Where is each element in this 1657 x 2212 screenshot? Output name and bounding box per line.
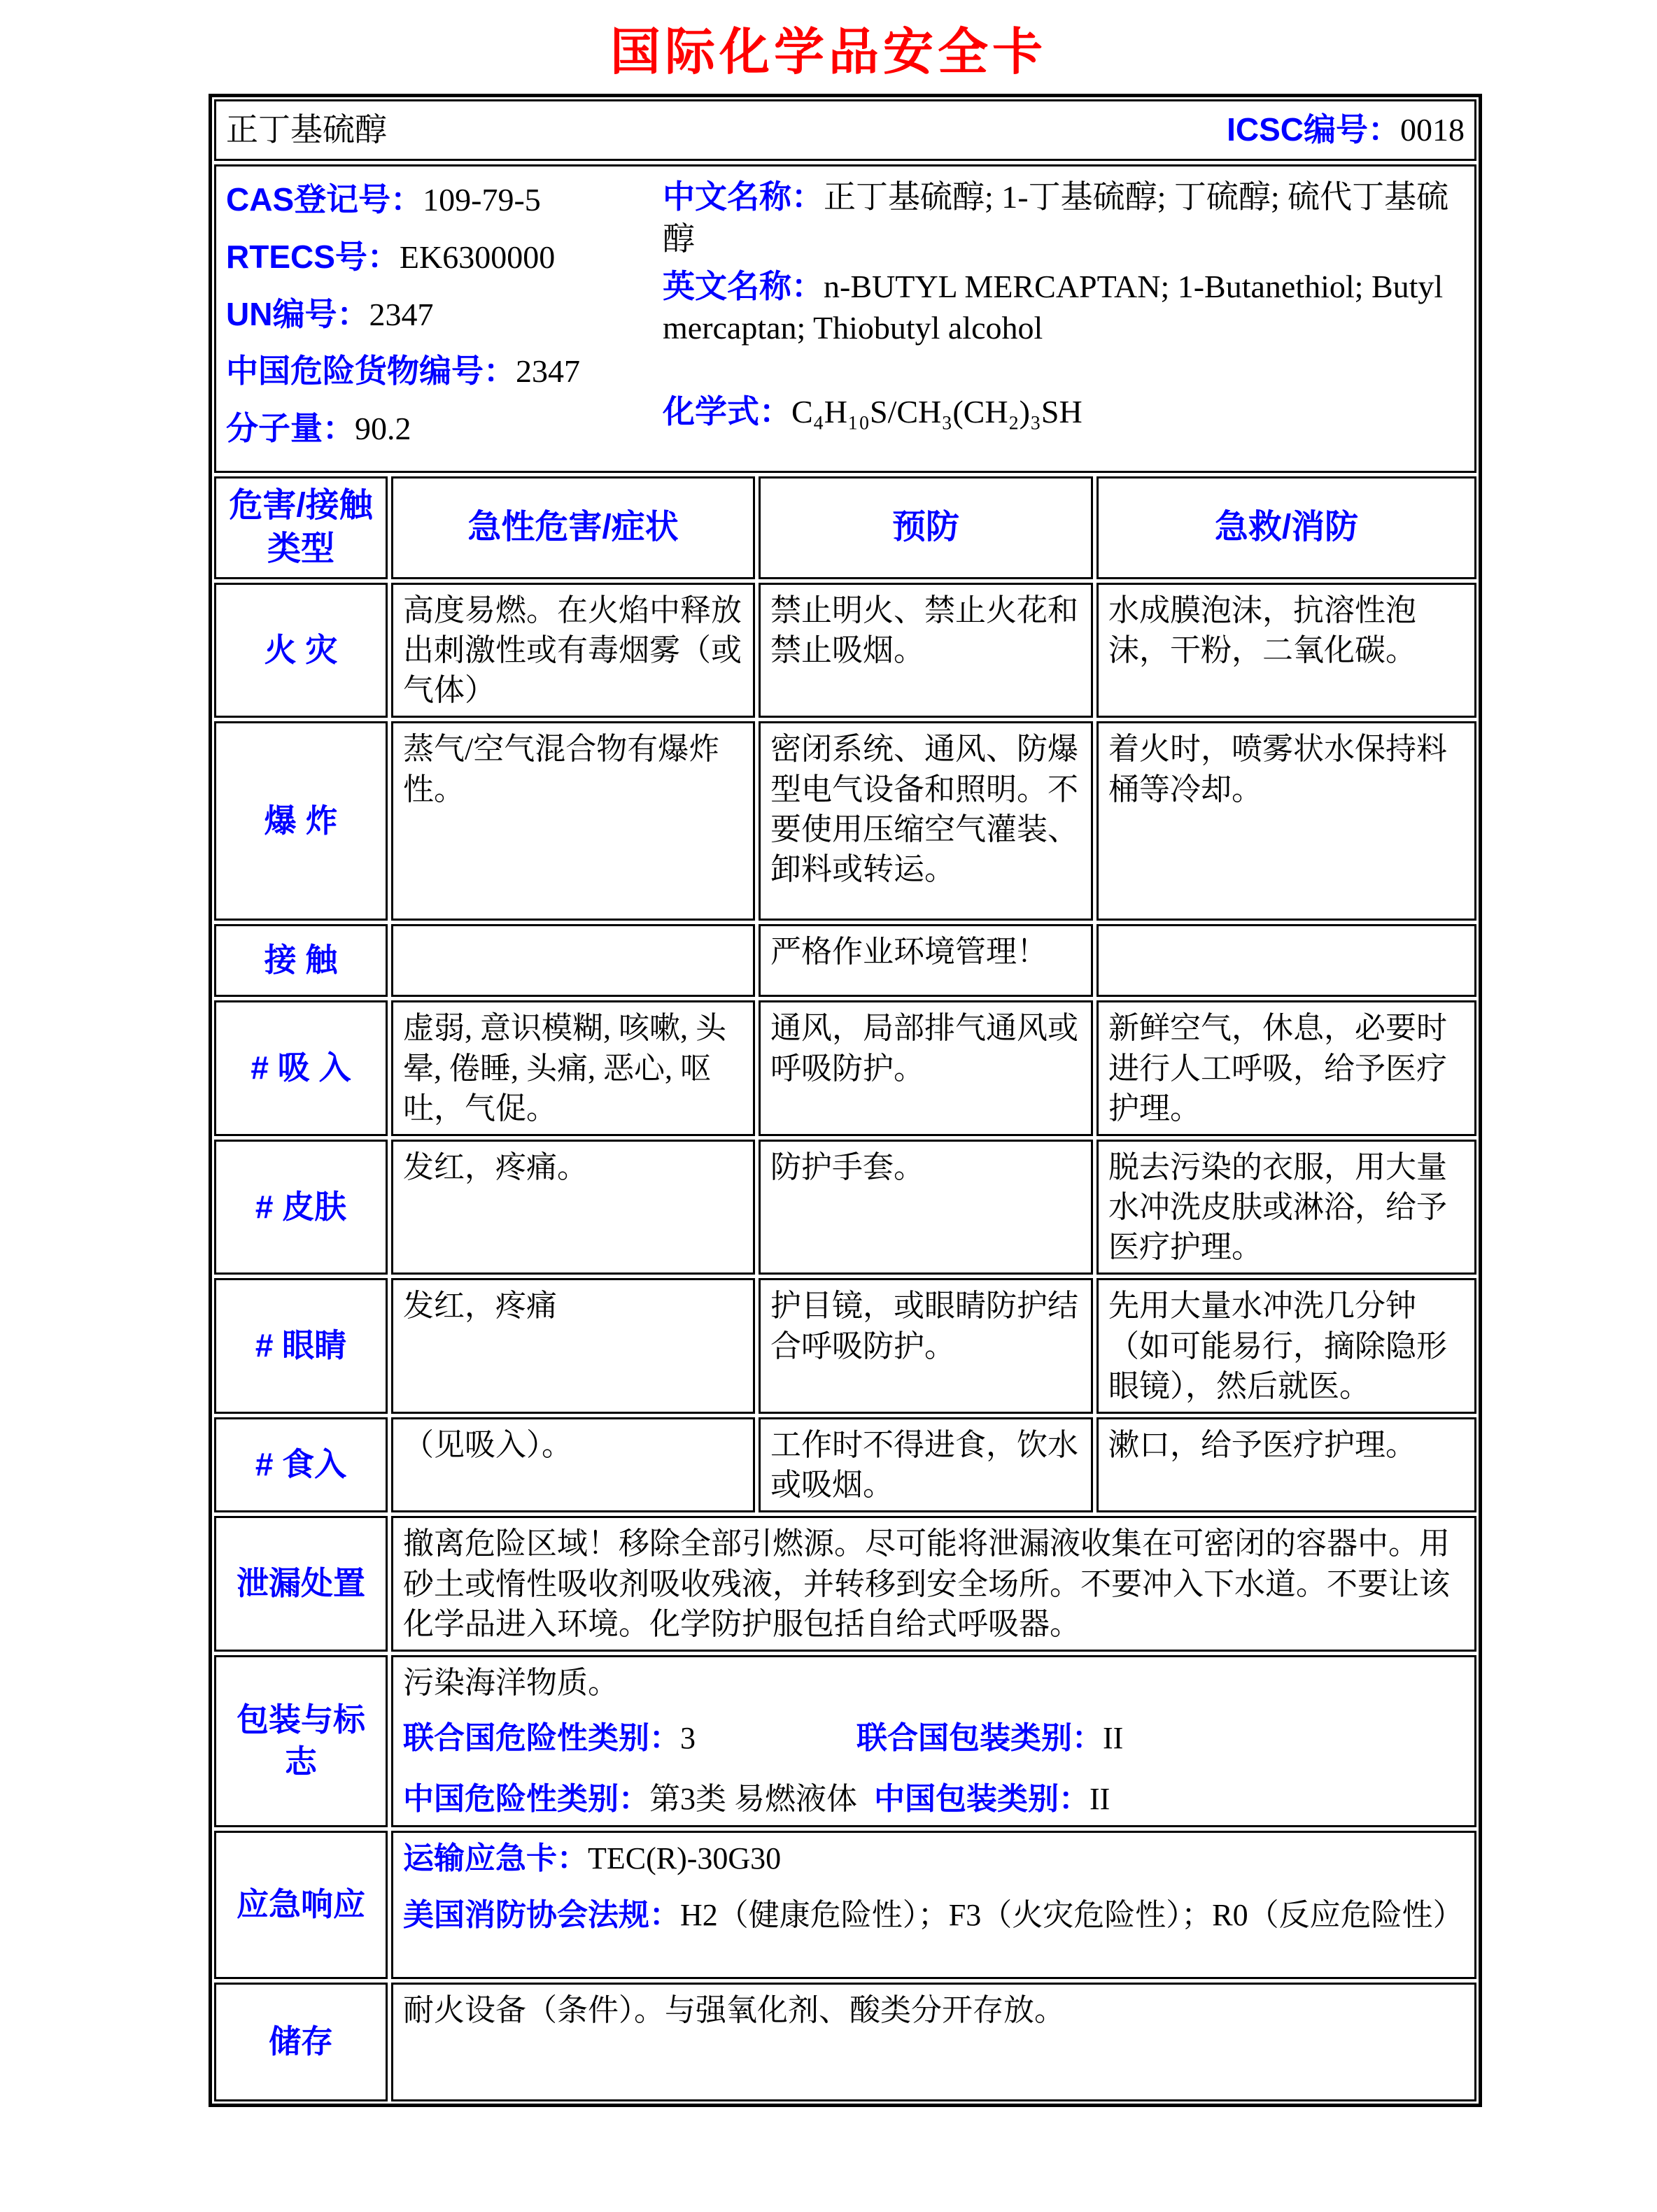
en-names-label: 英文名称： (663, 267, 824, 304)
header-symptoms: 急性危害/症状 (391, 476, 755, 579)
nfpa-value: H2（健康危险性）；F3（火灾危险性）；R0（反应危险性） (680, 1897, 1464, 1932)
registry-block (226, 172, 646, 465)
english-names (663, 266, 1465, 350)
table-header-row (214, 476, 1476, 579)
un-value: 2347 (369, 296, 434, 332)
header-first-aid: 急救/消防 (1097, 476, 1476, 579)
cas-number (226, 179, 646, 221)
storage-text-cell: 耐火设备（条件）。与强氧化剂、酸类分开存放。 (391, 1983, 1476, 2101)
cn-names-label: 中文名称： (663, 178, 824, 215)
un-number (226, 294, 646, 336)
section-label-cell: 储存 (214, 1983, 388, 2101)
formula-label: 化学式： (663, 393, 791, 430)
cn-hazard-class-label: 中国危险性类别： (403, 1782, 649, 1817)
row-skin (214, 1140, 1476, 1275)
row-packaging (214, 1655, 1476, 1827)
marine-pollutant-note: 污染海洋物质。 (403, 1665, 619, 1700)
first-aid-cell: 新鲜空气，休息，必要时进行人工呼吸，给予医疗护理。 (1097, 1000, 1476, 1136)
formula-value: C₄H₁₀S/CH₃(CH₂)₃SH (791, 394, 1083, 430)
row-contact (214, 924, 1476, 997)
hazard-type-cell: 火 灾 (214, 583, 388, 718)
hazard-type-cell: # 眼睛 (214, 1278, 388, 1414)
nfpa-line (403, 1895, 1465, 1935)
symptoms-cell: 发红，疼痛。 (391, 1140, 755, 1275)
cn-dg-value: 2347 (516, 353, 580, 390)
cn-dangerous-goods-number (226, 350, 646, 392)
rtecs-label: RTECS号： (226, 238, 400, 275)
cn-pack-group-value: II (1090, 1782, 1110, 1817)
prevention-cell: 工作时不得进食，饮水或吸烟。 (759, 1417, 1093, 1512)
cn-classification-line (403, 1779, 1465, 1819)
prevention-cell: 密闭系统、通风、防爆型电气设备和照明。不要使用压缩空气灌装、卸料或转运。 (759, 721, 1093, 921)
row-eyes (214, 1278, 1476, 1414)
symptoms-cell: （见吸入）。 (391, 1417, 755, 1512)
row-emergency (214, 1831, 1476, 1979)
header-hazard-type: 危害/接触类型 (214, 476, 388, 579)
symptoms-cell (391, 924, 755, 997)
hazard-type-cell: 接 触 (214, 924, 388, 997)
hazard-type-cell: # 吸 入 (214, 1000, 388, 1136)
rtecs-value: EK6300000 (399, 239, 556, 275)
tec-label: 运输应急卡： (403, 1841, 588, 1876)
row-explosion (214, 721, 1476, 921)
symptoms-cell: 高度易燃。在火焰中释放出刺激性或有毒烟雾（或气体） (391, 583, 755, 718)
prevention-cell: 严格作业环境管理！ (759, 924, 1093, 997)
row-ingestion (214, 1417, 1476, 1512)
cas-label: CAS登记号： (226, 181, 423, 218)
nfpa-label: 美国消防协会法规： (403, 1897, 680, 1932)
un-hazard-class-value: 3 (680, 1721, 696, 1756)
transport-emergency-card-line (403, 1838, 1465, 1878)
cn-names-value: 正丁基硫醇; 1-丁基硫醇; 丁硫醇; 硫代丁基硫醇 (663, 179, 1449, 257)
mw-value: 90.2 (355, 411, 411, 447)
cn-dg-label: 中国危险货物编号： (226, 353, 516, 390)
cn-hazard-class-value: 第3类 易燃液体 (649, 1782, 857, 1817)
first-aid-cell: 漱口，给予医疗护理。 (1097, 1417, 1476, 1512)
page-title: 国际化学品安全卡 (609, 24, 1047, 80)
card-header-cell (214, 99, 1476, 161)
section-label-cell: 应急响应 (214, 1831, 388, 1979)
first-aid-cell: 水成膜泡沫，抗溶性泡沫，干粉，二氧化碳。 (1097, 583, 1476, 718)
un-label: UN编号： (226, 295, 369, 332)
rtecs-number (226, 236, 646, 278)
un-pack-group-label: 联合国包装类别： (856, 1721, 1103, 1756)
prevention-cell: 通风，局部排气通风或呼吸防护。 (759, 1000, 1093, 1136)
mw-label: 分子量： (226, 410, 355, 447)
un-hazard-class-label: 联合国危险性类别： (403, 1721, 680, 1756)
identification-row (214, 164, 1476, 473)
icsc-value: 0018 (1400, 112, 1465, 148)
section-label-cell: 包装与标志 (214, 1655, 388, 1827)
packaging-content-cell (391, 1655, 1476, 1827)
chemical-formula (663, 391, 1465, 433)
section-label-cell: 泄漏处置 (214, 1516, 388, 1652)
icsc-label: ICSC编号： (1227, 111, 1400, 148)
first-aid-cell (1097, 924, 1476, 997)
row-spillage (214, 1516, 1476, 1652)
row-fire (214, 583, 1476, 718)
symptoms-cell: 蒸气/空气混合物有爆炸性。 (391, 721, 755, 921)
cas-value: 109-79-5 (423, 182, 541, 218)
symptoms-cell: 发红，疼痛 (391, 1278, 755, 1414)
un-pack-group-value: II (1103, 1721, 1124, 1756)
first-aid-cell: 先用大量水冲洗几分钟（如可能易行，摘除隐形眼镜），然后就医。 (1097, 1278, 1476, 1414)
prevention-cell: 防护手套。 (759, 1140, 1093, 1275)
emergency-content-cell (391, 1831, 1476, 1979)
header-prevention: 预防 (759, 476, 1093, 579)
chinese-names (663, 176, 1465, 260)
en-names-value: n-BUTYL MERCAPTAN; 1-Butanethiol; Butyl mercaptan; Thiobutyl alcohol (663, 268, 1444, 346)
first-aid-cell: 着火时，喷雾状水保持料桶等冷却。 (1097, 721, 1476, 921)
symptoms-cell: 虚弱, 意识模糊, 咳嗽, 头晕, 倦睡, 头痛, 恶心, 呕吐，气促。 (391, 1000, 755, 1136)
row-storage (214, 1983, 1476, 2101)
hazard-type-cell: # 皮肤 (214, 1140, 388, 1275)
substance-name: 正丁基硫醇 (226, 112, 387, 148)
row-inhalation (214, 1000, 1476, 1136)
un-classification-line (403, 1718, 1465, 1758)
safety-card (209, 94, 1482, 2107)
card-header-row (214, 99, 1476, 161)
spillage-text-cell: 撤离危险区域！移除全部引燃源。尽可能将泄漏液收集在可密闭的容器中。用砂土或惰性吸收剂吸收残液，并转移到安全场所。不要冲入下水道。不要让该化学品进入环境。化学防护服包括自给式呼吸器。 (391, 1516, 1476, 1652)
hazard-type-cell: 爆 炸 (214, 721, 388, 921)
first-aid-cell: 脱去污染的衣服，用大量水冲洗皮肤或淋浴，给予医疗护理。 (1097, 1140, 1476, 1275)
hazard-type-cell: # 食入 (214, 1417, 388, 1512)
prevention-cell: 护目镜，或眼睛防护结合呼吸防护。 (759, 1278, 1093, 1414)
prevention-cell: 禁止明火、禁止火花和禁止吸烟。 (759, 583, 1093, 718)
molecular-weight (226, 408, 646, 450)
icsc-number (1227, 109, 1465, 151)
cn-pack-group-label: 中国包装类别： (874, 1782, 1090, 1817)
identification-cell (214, 164, 1476, 473)
tec-value: TEC(R)-30G30 (588, 1841, 782, 1876)
names-block (663, 172, 1465, 465)
